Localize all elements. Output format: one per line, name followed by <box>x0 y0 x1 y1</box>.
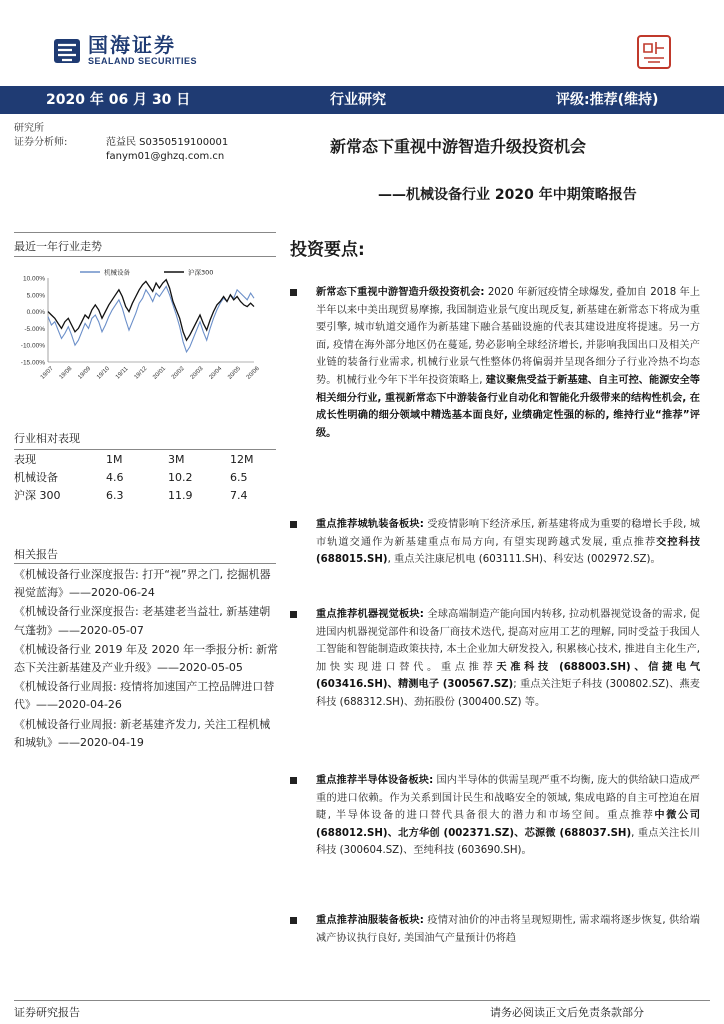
header-cell: 表现 <box>14 453 36 466</box>
divider <box>14 256 276 257</box>
key-point-lead: 新常态下重视中游智造升级投资机会: <box>316 287 485 298</box>
y-tick-label: 5.00% <box>26 292 45 300</box>
department: 研究所 <box>14 123 44 134</box>
x-tick-label: 20/01 <box>152 365 168 381</box>
y-tick-label: -5.00% <box>24 325 45 333</box>
key-point-text <box>316 912 700 947</box>
report-type: 行业研究 <box>330 92 386 108</box>
industry-trend-chart <box>14 262 276 382</box>
spacer <box>14 150 106 164</box>
divider <box>14 232 276 233</box>
footer-divider <box>14 1000 710 1001</box>
related-report-link[interactable]: 《机械设备行业周报: 疫情将加速国产工控品牌进口替代》——2020-04-26 <box>14 680 275 712</box>
bullet-square-icon <box>290 917 297 924</box>
brand-name-en: SEALAND SECURITIES <box>88 56 198 66</box>
table-cell: 6.3 <box>106 488 124 502</box>
key-point-lead: 重点推荐半导体设备板块: <box>316 775 434 786</box>
analyst-name: 范益民 S0350519100001 <box>106 137 229 148</box>
performance-table <box>14 449 276 504</box>
company-logo <box>52 34 197 67</box>
related-report-link[interactable]: 《机械设备行业深度报告: 打开“视”界之门, 挖掘机器视觉蓝海》——2020-06-24 <box>14 568 271 600</box>
x-tick-label: 20/04 <box>208 365 224 381</box>
series-line-csi300 <box>48 280 254 341</box>
key-point-text <box>316 284 700 442</box>
bullet-square-icon <box>290 611 297 618</box>
table-cell: 机械设备 <box>14 471 58 484</box>
table-cell: 7.4 <box>230 488 248 502</box>
table-cell: 沪深 300 <box>14 489 61 502</box>
divider <box>14 563 276 564</box>
legend-label: 沪深300 <box>188 268 214 277</box>
analyst-label: 证券分析师: <box>14 137 68 148</box>
key-point-body: ; 重点关注矩子科技 (300802.SZ)、燕麦科技 (688312.SH)、劲拓股份 (300400.SZ) 等。 <box>316 679 700 708</box>
key-point-body: 2020 年新冠疫情全球爆发, 叠加自 2018 年上半年以来中美出现贸易摩擦, 我国制造业景气度出现反复, 新基建在新常态下将成为重要引擎, 城市轨道交通作为新基建下融合基础设施的代表其建设进度将提速。另一方面, 疫情在海外部分地区仍在蔓延, 势必影响全球经济增长, 并影响我国出口及相关产业链的装备行业需求, 机械行业景气性整体仍将偏弱并呈现各细分子行业冷热不均态势。机械行业今年下半年投资策略上, <box>316 287 701 386</box>
bullet-square-icon <box>290 289 297 296</box>
key-point-lead: 重点推荐城轨装备板块: <box>316 519 424 530</box>
key-point-picks: 交控科技 (688015.SH) <box>316 536 700 566</box>
key-point-text <box>316 516 700 569</box>
x-tick-label: 19/08 <box>58 365 74 381</box>
related-reports-list <box>14 566 280 753</box>
sealand-logo-icon <box>52 36 82 66</box>
y-tick-label: -15.00% <box>20 359 45 367</box>
related-heading: 相关报告 <box>14 548 58 561</box>
analyst-info <box>14 122 274 164</box>
footer-left: 证券研究报告 <box>14 1006 80 1019</box>
report-date: 2020 年 06 月 30 日 <box>46 92 191 108</box>
related-report-link[interactable]: 《机械设备行业周报: 新老基建齐发力, 关注工程机械和城轨》——2020-04-19 <box>14 717 271 749</box>
key-point-lead: 重点推荐机器视觉板块: <box>316 609 424 620</box>
table-cell: 4.6 <box>106 470 124 484</box>
key-point-conclusion: 建议聚焦受益于新基建、自主可控、能源安全等相关细分行业, 重视新常态下中游装备行业自动化和智能化升级带来的结构性机会, 在成长性明确的细分领域中精选基本面良好, 业绩确定性强的标的, 维持行业“推荐”评级。 <box>316 374 700 439</box>
key-point-body: , 重点关注康尼机电 (603111.SH)、科安达 (002972.SZ)。 <box>387 554 661 566</box>
rating: 评级:推荐(维持) <box>556 92 659 108</box>
x-tick-label: 20/03 <box>189 365 205 381</box>
header-cell: 3M <box>168 452 185 466</box>
key-point-picks: 中微公司 (688012.SH)、北方华创 (002371.SZ)、芯源微 (688037.SH) <box>316 810 701 839</box>
x-tick-label: 20/02 <box>170 365 186 381</box>
report-header-bar <box>0 86 724 114</box>
key-point-body: 疫情对油价的冲击将呈现短期性, 需求端将逐步恢复, 供给端减产协议执行良好, 美国油气产量预计仍将趋 <box>316 915 700 944</box>
key-point-text <box>316 772 700 860</box>
table-cell: 10.2 <box>168 470 193 484</box>
performance-heading: 行业相对表现 <box>14 432 80 445</box>
y-tick-label: -10.00% <box>20 342 45 350</box>
x-tick-label: 19/07 <box>39 365 55 381</box>
related-report-link[interactable]: 《机械设备行业深度报告: 老基建老当益壮, 新基建朝气蓬勃》——2020-05-07 <box>14 605 271 637</box>
report-title: 新常态下重视中游智造升级投资机会 <box>330 137 587 156</box>
key-point-lead: 重点推荐油服装备板块: <box>316 915 424 926</box>
x-tick-label: 20/06 <box>245 365 261 381</box>
key-point-body: 国内半导体的供需呈现严重不均衡, 庞大的供给缺口造成严重的进口依赖。作为关系到国计民生和战略安全的领域, 集成电路的自主可控迫在眉睫, 半导体设备的进口替代具备很大的潜力和市场空间。重点推荐 <box>316 775 700 822</box>
table-cell: 11.9 <box>168 488 193 502</box>
legend-label: 机械设备 <box>104 268 130 277</box>
x-tick-label: 19/12 <box>133 365 149 381</box>
key-point-body: 全球高端制造产能向国内转移, 拉动机器视觉设备的需求, 促进国内机器视觉部件和设备厂商技术迭代, 提高对应用工艺的理解, 同时受益于我国人工智能和智能制造政策扶持, 本土企业加大研发投入, 积累核心技术, 推进自主化生产, 加快实现进口替代。重点推荐 <box>316 609 700 673</box>
footer-disclaimer: 请务必阅读正文后免责条款部分 <box>490 1006 644 1019</box>
header-cell: 1M <box>106 452 123 466</box>
table-header-row <box>14 450 276 468</box>
trend-heading: 最近一年行业走势 <box>14 240 102 253</box>
key-point-body: , 重点关注长川科技 (300604.SZ)、至纯科技 (603690.SH)。 <box>316 827 700 857</box>
x-tick-label: 20/05 <box>227 365 242 381</box>
key-point-body: 受疫情影响下经济承压, 新基建将成为重要的稳增长手段, 城市轨道交通作为新基建重点布局方向, 有望实现跨越式发展, 重点推荐 <box>316 519 700 548</box>
key-point-text <box>316 606 700 712</box>
x-tick-label: 19/09 <box>77 365 93 381</box>
table-row <box>14 468 276 486</box>
seal-stamp-icon <box>636 34 672 70</box>
analyst-email[interactable]: fanym01@ghzq.com.cn <box>106 151 225 162</box>
related-report-link[interactable]: 《机械设备行业 2019 年及 2020 年一季报分析: 新常态下关注新基建及产业升级》——2020-05-05 <box>14 642 279 675</box>
y-tick-label: 0.00% <box>26 309 45 317</box>
key-points-heading: 投资要点: <box>290 240 365 260</box>
y-tick-label: 10.00% <box>22 275 45 283</box>
x-tick-label: 19/11 <box>114 366 130 381</box>
table-row <box>14 486 276 504</box>
report-subtitle: ——机械设备行业 2020 年中期策略报告 <box>378 187 637 203</box>
key-point-picks: 天准科技 (688003.SH)、信捷电气 (603416.SH)、精测电子 (300567.SZ) <box>316 661 701 691</box>
bullet-square-icon <box>290 521 297 528</box>
table-cell: 6.5 <box>230 470 248 484</box>
header-cell: 12M <box>230 452 254 466</box>
bullet-square-icon <box>290 777 297 784</box>
brand-name-cn: 国海证券 <box>88 33 176 57</box>
x-tick-label: 19/10 <box>96 365 111 381</box>
